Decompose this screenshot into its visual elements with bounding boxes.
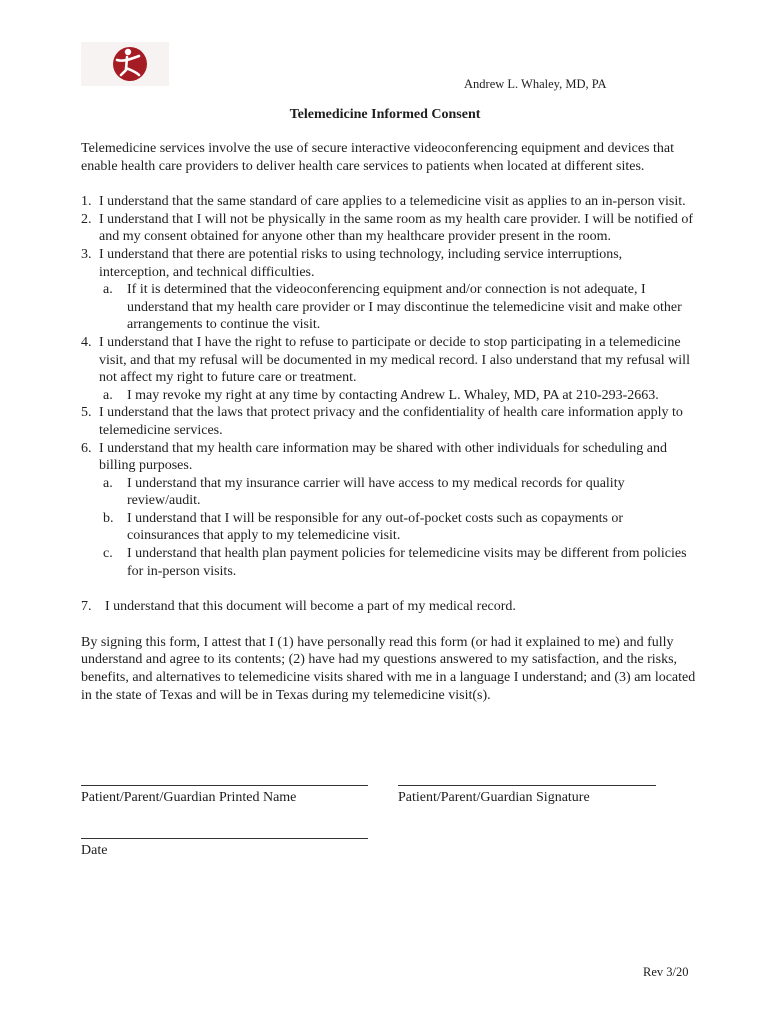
item-number: 4. xyxy=(81,334,92,350)
sub-item-text: I understand that I will be responsible for any out-of-pocket costs such as copayments or coinsurances that apply to my telemedicine visit. xyxy=(127,510,624,544)
item-number: 2. xyxy=(81,211,92,227)
item-number: 5. xyxy=(81,405,92,421)
printed-name-label: Patient/Parent/Guardian Printed Name xyxy=(81,790,297,805)
printed-name-line[interactable] xyxy=(81,785,368,786)
sub-item-letter: c. xyxy=(103,546,113,562)
sub-item xyxy=(81,510,696,545)
item-number: 3. xyxy=(81,246,92,262)
sub-item xyxy=(81,387,696,405)
item-text: I understand that there are potential risks to using technology, including service interruptions, interception, and technical difficulties. xyxy=(99,246,623,280)
list-item xyxy=(81,440,696,475)
intro-paragraph: Telemedicine services involve the use of secure interactive videoconferencing equipment and devices that enable health care providers to deliver health care services to patients when located at different sites. xyxy=(81,141,674,174)
sub-item xyxy=(81,475,696,510)
signature-label: Patient/Parent/Guardian Signature xyxy=(398,790,590,805)
list-item xyxy=(81,246,696,281)
item-number: 7. xyxy=(81,599,92,615)
item-text: I understand that the same standard of care applies to a telemedicine visit as applies to an in-person visit. xyxy=(99,194,686,210)
sub-item-text: If it is determined that the videoconferencing equipment and/or connection is not adequate, I understand that my health care provider or I may discontinue the telemedicine visit and make other arrangements to continue the visit. xyxy=(127,282,682,333)
attestation-paragraph: By signing this form, I attest that I (1) have personally read this form (or had it explained to me) and fully understand and agree to its contents; (2) have had my questions answered to my satisfaction, and the risks, benefits, and alternatives to telemedicine visits shared with me in a language I understand; and (3) am located in the state of Texas and will be in Texas during my telemedicine visit(s). xyxy=(81,634,696,703)
practice-logo xyxy=(81,42,169,86)
consent-body xyxy=(81,140,696,704)
item-number: 6. xyxy=(81,440,92,456)
item-text: I understand that my health care information may be shared with other individuals for scheduling and billing purposes. xyxy=(99,440,668,474)
sub-item-letter: a. xyxy=(103,475,113,491)
item-text: I understand that I will not be physically in the same room as my health care provider. I will be notified of and my consent obtained for anyone other than my healthcare provider present in the room. xyxy=(99,211,694,245)
sub-item xyxy=(81,281,696,334)
practice-name: Andrew L. Whaley, MD, PA xyxy=(464,77,607,91)
list-item xyxy=(81,193,696,211)
item-text: I understand that the laws that protect privacy and the confidentiality of health care information apply to telemedicine services. xyxy=(99,405,683,438)
list-item xyxy=(81,598,696,616)
item-number: 1. xyxy=(81,194,92,210)
item-text: I understand that this document will become a part of my medical record. xyxy=(105,599,516,615)
sub-item xyxy=(81,545,696,580)
list-item xyxy=(81,404,696,439)
consent-list xyxy=(81,193,696,616)
sub-item-letter: b. xyxy=(103,510,114,526)
sub-item-letter: a. xyxy=(103,282,113,298)
sub-item-letter: a. xyxy=(103,387,113,403)
sub-item-text: I understand that my insurance carrier will have access to my medical records for quality review/audit. xyxy=(127,475,625,509)
date-line[interactable] xyxy=(81,838,368,839)
list-item xyxy=(81,211,696,246)
revision-label: Rev 3/20 xyxy=(643,965,689,979)
item-text: I understand that I have the right to refuse to participate or decide to stop participating in a telemedicine visit, and that my refusal will be documented in my medical record. I also understand that my refusal will not affect my right to future care or treatment. xyxy=(99,334,690,386)
sub-item-text: I understand that health plan payment policies for telemedicine visits may be different from policies for in-person visits. xyxy=(127,546,687,579)
signature-line[interactable] xyxy=(398,785,656,786)
list-item xyxy=(81,334,696,387)
sub-item-text: I may revoke my right at any time by contacting Andrew L. Whaley, MD, PA at 210-293-2663. xyxy=(127,387,659,403)
document-title: Telemedicine Informed Consent xyxy=(289,107,481,122)
date-label: Date xyxy=(81,843,108,858)
